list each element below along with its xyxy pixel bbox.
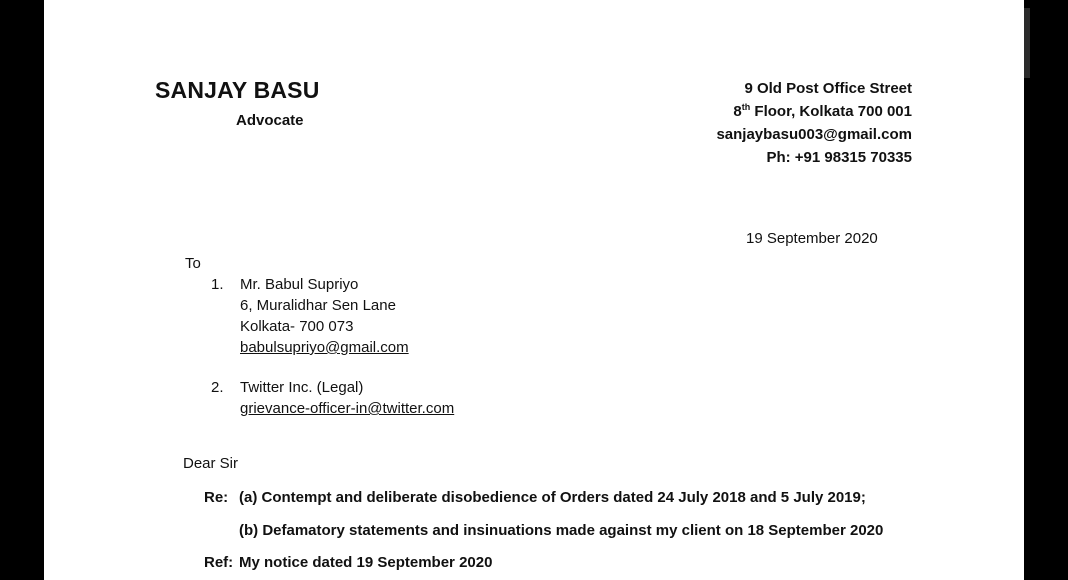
letter-page (44, 0, 1024, 580)
re-label: Re: (204, 489, 229, 506)
recipient-name: Mr. Babul Supriyo (240, 276, 359, 293)
sender-phone: Ph: +91 98315 70335 (766, 149, 912, 166)
recipient-name: Twitter Inc. (Legal) (240, 379, 364, 396)
recipient-number: 1. (211, 276, 224, 293)
sender-address-line1: 9 Old Post Office Street (744, 80, 912, 97)
letter-date: 19 September 2020 (746, 230, 878, 247)
recipient-number: 2. (211, 379, 224, 396)
recipient-address: 6, Muralidhar Sen Lane (240, 297, 396, 314)
edge-mark (1024, 8, 1030, 78)
recipient-email-link[interactable]: babulsupriyo@gmail.com (240, 339, 409, 356)
to-label: To (185, 255, 201, 272)
floor-superscript: th (741, 102, 751, 112)
salutation: Dear Sir (183, 455, 239, 472)
recipient-city: Kolkata- 700 073 (240, 318, 354, 335)
floor-number: 8 (733, 103, 742, 120)
sender-name: SANJAY BASU (155, 77, 320, 103)
right-border (1024, 0, 1068, 580)
sender-email: sanjaybasu003@gmail.com (716, 126, 912, 143)
re-item-a: (a) Contempt and deliberate disobedience of Orders dated 24 July 2018 and 5 July 2019; (239, 489, 866, 506)
sender-address-line2 (733, 103, 912, 120)
re-item-b: (b) Defamatory statements and insinuations made against my client on 18 September 2020 (239, 522, 884, 539)
ref-text: My notice dated 19 September 2020 (239, 554, 493, 571)
recipient-email-link[interactable]: grievance-officer-in@twitter.com (240, 400, 455, 417)
ref-label: Ref: (204, 554, 234, 571)
sender-title: Advocate (236, 112, 304, 129)
floor-rest: Floor, Kolkata 700 001 (750, 103, 912, 120)
